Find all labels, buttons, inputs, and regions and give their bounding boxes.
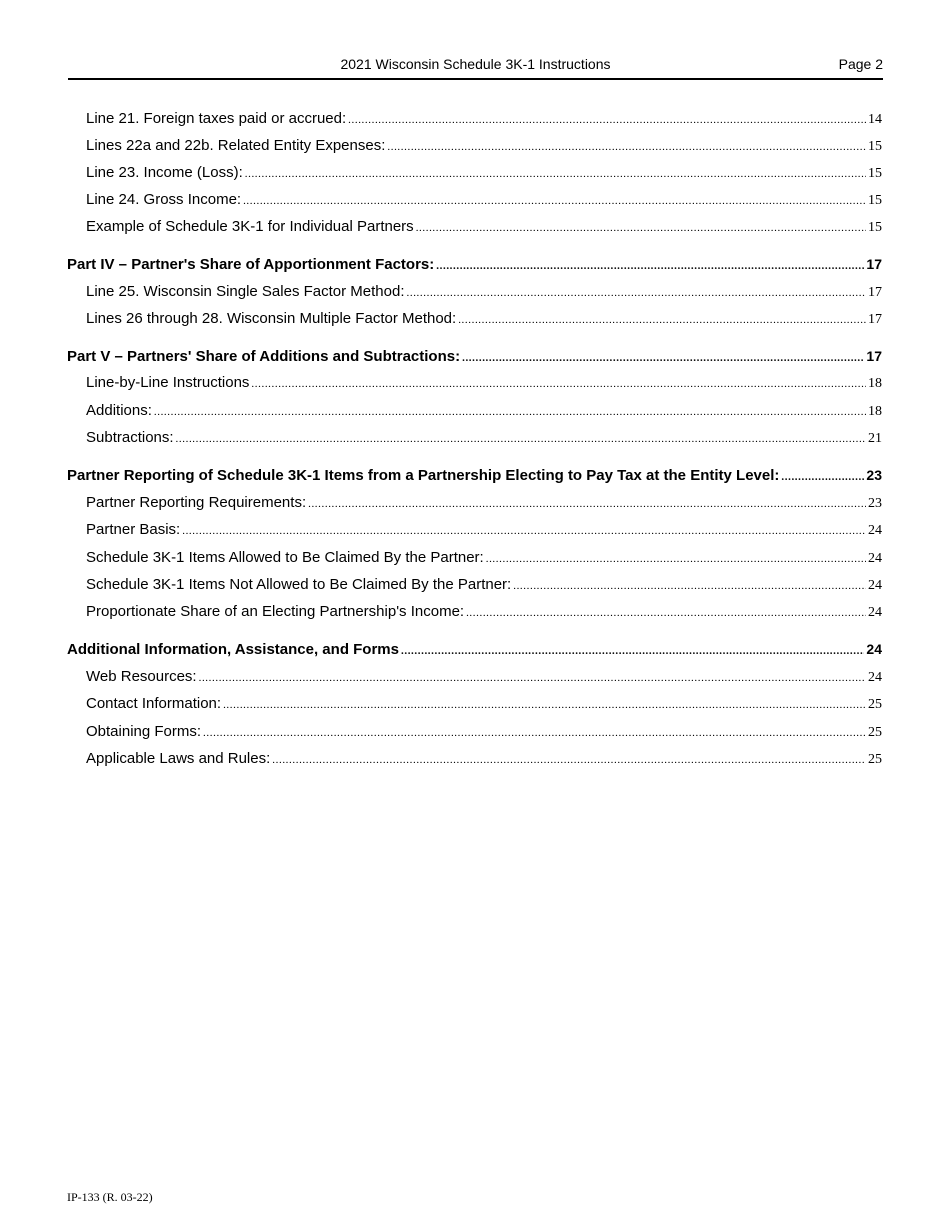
form-id-footer: IP-133 (R. 03-22) (67, 1190, 153, 1204)
toc-entry-title[interactable]: Subtractions: (86, 429, 174, 446)
toc-entry-page: 24 (868, 670, 882, 685)
toc-entry[interactable] (86, 721, 882, 743)
toc-entry[interactable] (86, 372, 882, 394)
toc-section-heading[interactable] (67, 345, 882, 367)
toc-entry-title[interactable]: Proportionate Share of an Electing Partnership's Income: (86, 603, 465, 620)
toc-entry-title[interactable]: Lines 22a and 22b. Related Entity Expenses: (86, 137, 386, 154)
toc-entry[interactable] (86, 162, 882, 184)
page-number: Page 2 (838, 56, 883, 72)
toc-entry-title[interactable]: Line 24. Gross Income: (86, 191, 242, 208)
toc-entry-page: 17 (866, 348, 882, 364)
toc-entry[interactable] (86, 492, 882, 514)
toc-entry[interactable] (86, 574, 882, 596)
toc-entry[interactable] (86, 693, 882, 715)
toc-dot-leader (387, 136, 866, 158)
toc-dot-leader (223, 694, 866, 716)
toc-entry-title[interactable]: Obtaining Forms: (86, 723, 202, 740)
toc-dot-leader (245, 163, 866, 185)
toc-entry-title[interactable]: Schedule 3K-1 Items Allowed to Be Claimed By the Partner: (86, 549, 484, 566)
toc-entry-title[interactable]: Line 21. Foreign taxes paid or accrued: (86, 110, 347, 127)
toc-entry-title[interactable]: Partner Reporting Requirements: (86, 494, 307, 511)
toc-dot-leader (348, 109, 866, 131)
toc-entry-page: 15 (868, 166, 882, 181)
toc-dot-leader (203, 722, 866, 744)
toc-entry-title[interactable]: Part V – Partners' Share of Additions and Subtractions: (67, 348, 461, 365)
toc-entry-title[interactable]: Partner Reporting of Schedule 3K-1 Items from a Partnership Electing to Pay Tax at the Entity Level: (67, 467, 780, 484)
toc-entry[interactable] (86, 427, 882, 449)
toc-entry-title[interactable]: Line 23. Income (Loss): (86, 164, 243, 181)
toc-entry-title[interactable]: Web Resources: (86, 668, 197, 685)
toc-entry-page: 15 (868, 220, 882, 235)
toc-dot-leader (199, 667, 866, 689)
toc-entry-title[interactable]: Line-by-Line Instructions (86, 374, 250, 391)
toc-entry[interactable] (86, 666, 882, 688)
toc-entry-page: 18 (868, 376, 882, 391)
toc-entry-page: 15 (868, 139, 882, 154)
toc-section-heading[interactable] (67, 464, 882, 486)
toc-entry-title[interactable]: Part IV – Partner's Share of Apportionment Factors: (67, 256, 435, 273)
toc-entry-page: 25 (868, 752, 882, 767)
toc-entry-page: 24 (866, 641, 882, 657)
toc-entry[interactable] (86, 601, 882, 623)
toc-dot-leader (781, 466, 864, 488)
document-title: 2021 Wisconsin Schedule 3K-1 Instructions (340, 56, 611, 72)
toc-dot-leader (272, 749, 866, 771)
toc-entry-page: 24 (868, 578, 882, 593)
toc-entry[interactable] (86, 189, 882, 211)
toc-dot-leader (513, 575, 866, 597)
toc-entry-page: 24 (868, 551, 882, 566)
toc-dot-leader (458, 309, 866, 331)
toc-entry[interactable] (86, 135, 882, 157)
page-header (68, 54, 883, 80)
toc-dot-leader (251, 373, 866, 395)
toc-dot-leader (436, 255, 864, 277)
toc-dot-leader (243, 190, 866, 212)
toc-entry-page: 21 (868, 431, 882, 446)
toc-entry-page: 24 (868, 523, 882, 538)
toc-entry[interactable] (86, 400, 882, 422)
toc-entry-title[interactable]: Partner Basis: (86, 521, 181, 538)
toc-dot-leader (176, 428, 866, 450)
toc-entry-title[interactable]: Lines 26 through 28. Wisconsin Multiple Factor Method: (86, 310, 457, 327)
toc-entry[interactable] (86, 108, 882, 130)
toc-dot-leader (466, 602, 866, 624)
toc-entry-page: 17 (868, 312, 882, 327)
toc-entry[interactable] (86, 281, 882, 303)
toc-entry-page: 17 (868, 285, 882, 300)
toc-dot-leader (182, 520, 866, 542)
toc-entry-page: 17 (866, 256, 882, 272)
toc-entry-page: 25 (868, 697, 882, 712)
toc-entry-title[interactable]: Additional Information, Assistance, and Forms (67, 641, 399, 658)
toc-entry-page: 15 (868, 193, 882, 208)
toc-entry[interactable] (86, 308, 882, 330)
toc-dot-leader (308, 493, 866, 515)
toc-entry[interactable] (86, 519, 882, 541)
toc-entry[interactable] (86, 216, 882, 238)
toc-entry-title[interactable]: Example of Schedule 3K-1 for Individual Partners (86, 218, 414, 235)
toc-dot-leader (401, 640, 864, 662)
toc-dot-leader (486, 548, 866, 570)
toc-entry-title[interactable]: Schedule 3K-1 Items Not Allowed to Be Claimed By the Partner: (86, 576, 512, 593)
toc-section-heading[interactable] (67, 638, 882, 660)
toc-dot-leader (462, 347, 864, 369)
toc-entry-page: 23 (868, 496, 882, 511)
toc-entry-title[interactable]: Line 25. Wisconsin Single Sales Factor Method: (86, 283, 405, 300)
toc-entry[interactable] (86, 547, 882, 569)
toc-section-heading[interactable] (67, 253, 882, 275)
toc-entry-title[interactable]: Contact Information: (86, 695, 222, 712)
toc-entry[interactable] (86, 748, 882, 770)
toc-entry-page: 24 (868, 605, 882, 620)
toc-dot-leader (407, 282, 867, 304)
toc-entry-page: 14 (868, 112, 882, 127)
toc-dot-leader (416, 217, 866, 239)
toc-entry-page: 18 (868, 404, 882, 419)
toc-entry-page: 25 (868, 725, 882, 740)
toc-entry-title[interactable]: Additions: (86, 402, 152, 419)
toc-entry-title[interactable]: Applicable Laws and Rules: (86, 750, 271, 767)
toc-dot-leader (154, 401, 866, 423)
toc-entry-page: 23 (866, 467, 882, 483)
